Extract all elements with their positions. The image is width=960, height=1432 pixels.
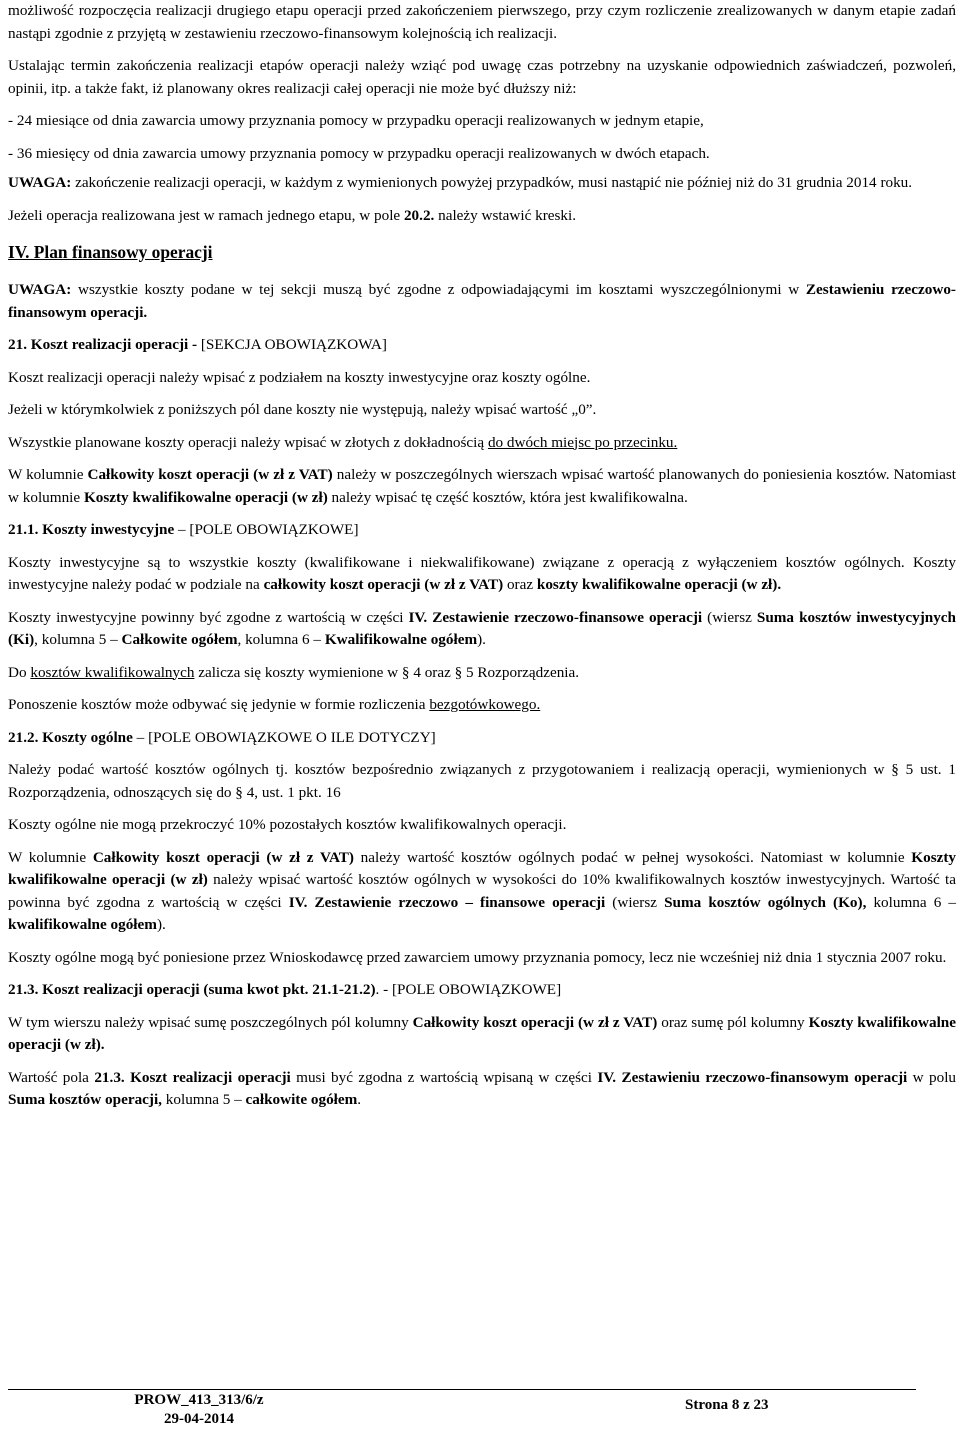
bold-text: Koszty kwalifikowalne operacji (w zł). — [8, 1013, 956, 1053]
paragraph — [8, 334, 956, 357]
text-run: , kolumna 6 – — [237, 631, 325, 648]
text-run: należy wpisać wartość kosztów ogólnych w wysokości do 10% kwalifikowalnych kosztów inwestycyjnych. Wartość ta powinna być zgodna z wartością w części — [8, 871, 956, 911]
paragraph — [8, 1067, 956, 1112]
text-run: W kolumnie — [8, 848, 93, 866]
bold-text: Całkowity koszt operacji (w zł z VAT) — [412, 1013, 658, 1031]
bold-text: Suma kosztów inwestycyjnych (Ki) — [8, 608, 956, 648]
bold-text: Zestawieniu rzeczowo-finansowym operacji. — [8, 281, 956, 321]
text-run: wszystkie koszty podane w tej sekcji muszą być zgodne z odpowiadającymi im kosztami wyszczególnionymi w — [71, 281, 806, 298]
text-run: Koszt realizacji operacji należy wpisać z podziałem na koszty inwestycyjne oraz koszty ogólne. — [8, 368, 591, 386]
paragraph — [8, 519, 956, 542]
bold-text: całkowity koszt operacji (w zł z VAT) — [263, 576, 504, 593]
paragraph — [8, 814, 956, 837]
text-run: ). — [156, 916, 166, 933]
text-run: Koszty inwestycyjne są to wszystkie koszty (kwalifikowane i niekwalifikowane) związane z operacją z wyłączeniem kosztów ogólnych. Koszty inwestycyjne należy podać w podziale na — [8, 553, 956, 593]
text-run: Jeżeli w którymkolwiek z poniższych pól dane koszty nie występują, należy wpisać wartość „0”. — [8, 401, 597, 418]
text-run: należy wartość kosztów ogólnych podać w pełnej wysokości. Natomiast w kolumnie — [353, 848, 912, 866]
bold-text: 21.3. Koszt realizacji operacji — [94, 1068, 291, 1086]
text-run: . — [357, 1091, 362, 1108]
text-run: musi być zgodna z wartością wpisaną w części — [290, 1068, 598, 1086]
paragraph — [8, 662, 956, 685]
text-run: Jeżeli operacja realizowana jest w ramach jednego etapu, w pole — [8, 206, 404, 224]
bold-text: Suma kosztów ogólnych (Ko), — [664, 893, 867, 911]
text-run: - 24 miesiące od dnia zawarcia umowy przyznania pomocy w przypadku operacji realizowanych w jednym etapie, — [8, 112, 704, 129]
paragraph — [8, 464, 956, 509]
bold-text: Koszty kwalifikowalne operacji (w zł) — [8, 848, 956, 888]
bold-text: UWAGA: — [8, 281, 72, 298]
text-run: ). — [477, 631, 486, 648]
text-run: oraz — [503, 576, 537, 593]
underlined-text: kosztów kwalifikowalnych — [30, 663, 195, 681]
text-run: (wiersz — [605, 893, 665, 911]
paragraph — [8, 1012, 956, 1057]
document-code: PROW_413_313/6/z — [134, 1392, 264, 1408]
bold-text: kwalifikowalne ogółem — [8, 916, 157, 933]
bold-text: 21.3. Koszt realizacji operacji (suma kwot pkt. 21.1-21.2) — [8, 981, 376, 998]
bold-text: 20.2. — [403, 206, 435, 224]
bold-text: całkowite ogółem — [245, 1091, 358, 1108]
text-run: – [POLE OBOWIĄZKOWE] — [174, 521, 359, 538]
document-body — [8, 0, 956, 1122]
text-run: (wiersz — [702, 608, 757, 626]
text-run: Ustalając termin zakończenia realizacji etapów operacji należy wziąć pod uwagę czas potrzebny na uzyskanie odpowiednich zaświadczeń, pozwoleń, opinii, itp. a także fakt, iż planowany okres realizacji całej operacji nie może być dłuższy niż: — [8, 57, 956, 97]
text-run: , kolumna 5 – — [34, 631, 122, 648]
text-run: Należy podać wartość kosztów ogólnych tj. kosztów bezpośrednio związanych z przygotowaniem i realizacją operacji, wymienionych w § 5 ust. 1 Rozporządzenia, odnoszących się do § 4, ust. 1 pkt. 16 — [8, 761, 956, 801]
text-run: Koszty ogólne nie mogą przekroczyć 10% pozostałych kosztów kwalifikowalnych operacji. — [8, 816, 567, 833]
underlined-text: do dwóch miejsc po przecinku. — [487, 433, 678, 451]
bold-text: UWAGA: — [8, 174, 72, 191]
paragraph — [8, 0, 956, 45]
paragraph — [8, 432, 956, 455]
paragraph — [8, 694, 956, 717]
bold-text: Koszty kwalifikowalne operacji (w zł) — [83, 488, 328, 506]
text-run: – [POLE OBOWIĄZKOWE O ILE DOTYCZY] — [132, 728, 436, 746]
bold-text: Całkowite ogółem — [121, 631, 238, 648]
paragraph — [8, 143, 956, 166]
paragraph — [8, 205, 956, 228]
text-run: należy wpisać tę część kosztów, która jest kwalifikowalna. — [327, 488, 688, 506]
paragraph — [8, 979, 956, 1002]
paragraph — [8, 847, 956, 937]
bold-text: IV. Zestawienie rzeczowo – finansowe operacji — [288, 893, 606, 911]
text-run: zalicza się koszty wymienione w § 4 oraz § 5 Rozporządzenia. — [194, 663, 580, 681]
text-run: Koszty inwestycyjne powinny być zgodne z wartością w części — [8, 608, 409, 626]
bold-text: IV. Zestawieniu rzeczowo-finansowym operacji — [597, 1068, 908, 1086]
text-run: należy w poszczególnych wierszach wpisać wartość planowanych do poniesienia kosztów. Natomiast w kolumnie — [8, 466, 956, 506]
section-heading: IV. Plan finansowy operacji — [8, 242, 213, 262]
paragraph — [8, 947, 956, 970]
intro-paragraphs — [8, 0, 956, 227]
paragraph — [8, 55, 956, 100]
text-run: Koszty ogólne mogą być poniesione przez Wnioskodawcę przed zawarciem umowy przyznania pomocy, lecz nie wcześniej niż dnia 1 stycznia 2007 roku. — [8, 948, 947, 966]
text-run: Wartość pola — [8, 1068, 95, 1086]
paragraph — [8, 759, 956, 804]
bold-text: Całkowity koszt operacji (w zł z VAT) — [92, 848, 354, 866]
text-run: Do — [8, 663, 31, 681]
paragraph — [8, 110, 956, 133]
footer-divider — [8, 1389, 916, 1390]
page-number: Strona 8 z 23 — [685, 1397, 769, 1413]
text-run: należy wstawić kreski. — [434, 206, 577, 224]
text-run: Wszystkie planowane koszty operacji należy wpisać w złotych z dokładnością — [8, 433, 488, 451]
bold-text: IV. Zestawienie rzeczowo-finansowe operacji — [408, 608, 703, 626]
text-run: zakończenie realizacji operacji, w każdym z wymienionych powyżej przypadków, musi nastąpić nie później niż do 31 grudnia 2014 roku. — [71, 174, 913, 191]
paragraph — [8, 279, 956, 324]
text-run: W kolumnie — [8, 466, 88, 483]
text-run: W tym wierszu należy wpisać sumę poszczególnych pól kolumny — [8, 1013, 413, 1031]
paragraph — [8, 367, 956, 390]
document-date: 29-04-2014 — [164, 1411, 234, 1427]
underlined-text: bezgotówkowego. — [429, 696, 541, 713]
text-run: [SEKCJA OBOWIĄZKOWA] — [197, 336, 387, 353]
text-run: kolumna 5 – — [161, 1091, 246, 1108]
bold-text: koszty kwalifikowalne operacji (w zł). — [536, 576, 782, 593]
footer-left — [104, 1391, 294, 1429]
text-run: . - [POLE OBOWIĄZKOWE] — [375, 981, 562, 998]
bold-text: Całkowity koszt operacji (w zł z VAT) — [87, 466, 333, 483]
section-paragraphs — [8, 279, 956, 1112]
paragraph — [8, 552, 956, 597]
paragraph — [8, 607, 956, 652]
bold-text: 21. Koszt realizacji operacji - — [8, 336, 198, 353]
text-run: możliwość rozpoczęcia realizacji drugiego etapu operacji przed zakończeniem pierwszego, przy czym rozliczenie zrealizowanych w danym etapie zadań nastąpi zgodnie z przyjętą w zestawieniu rzeczowo-finansowym kolejnością ich realizacji. — [8, 2, 956, 42]
text-run: w polu — [907, 1068, 957, 1086]
text-run: kolumna 6 – — [866, 893, 956, 911]
text-run: oraz sumę pól kolumny — [657, 1013, 809, 1031]
bold-text: 21.2. Koszty ogólne — [8, 728, 133, 746]
bold-text: 21.1. Koszty inwestycyjne — [8, 521, 175, 538]
paragraph — [8, 399, 956, 422]
paragraph — [8, 172, 956, 195]
paragraph — [8, 727, 956, 750]
text-run: - 36 miesięcy od dnia zawarcia umowy przyznania pomocy w przypadku operacji realizowanych w dwóch etapach. — [8, 144, 710, 162]
bold-text: Kwalifikowalne ogółem — [324, 631, 478, 648]
text-run: Ponoszenie kosztów może odbywać się jedynie w formie rozliczenia — [8, 696, 430, 713]
bold-text: Suma kosztów operacji, — [8, 1091, 162, 1108]
